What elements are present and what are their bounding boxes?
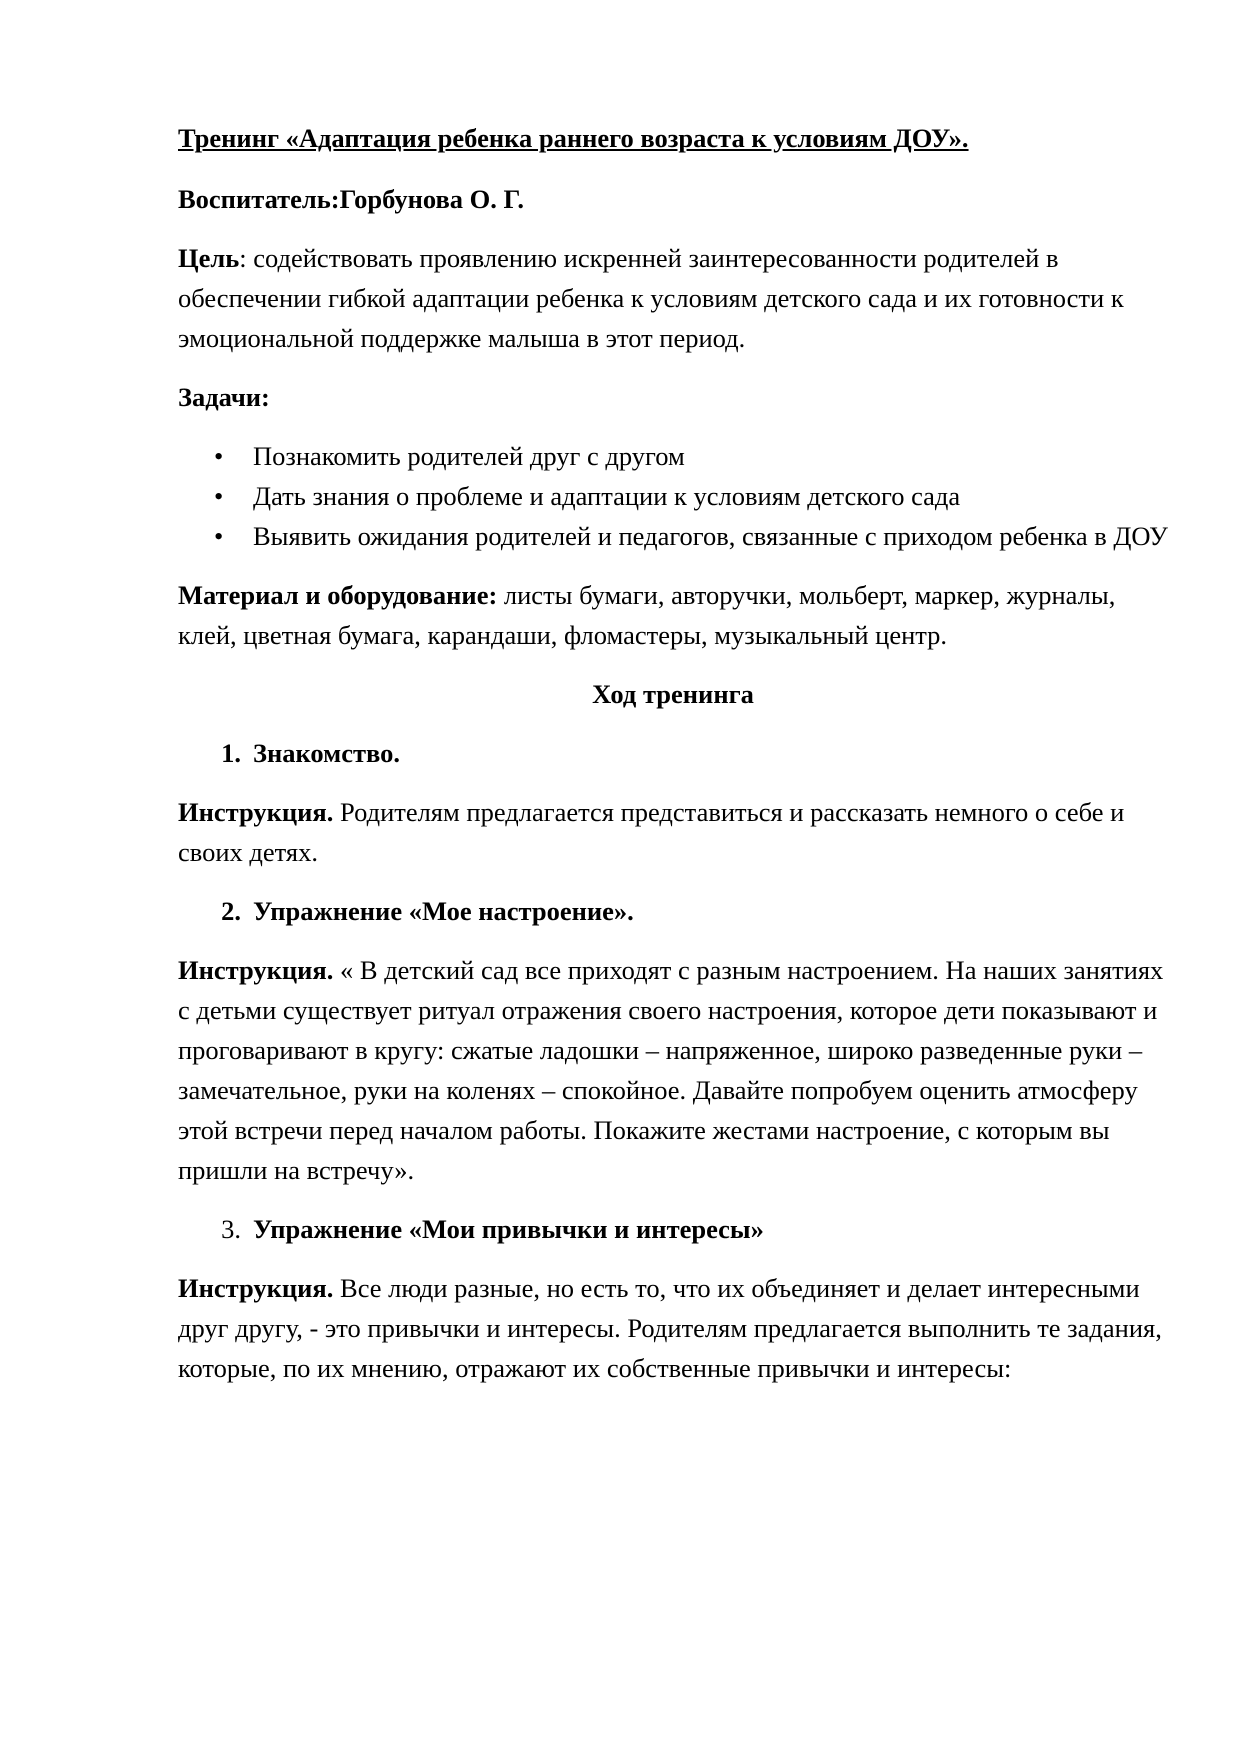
instruction-label: Инструкция. — [178, 797, 334, 827]
step-heading — [178, 1209, 1168, 1249]
bullet-icon: • — [214, 441, 224, 471]
goal-text: : содействовать проявлению искренней заинтересованности родителей в обеспечении гибкой адаптации ребенка к условиям детского сада и их готовности к эмоциональной поддержке малыша в этот период. — [178, 243, 1124, 353]
materials-paragraph — [178, 575, 1168, 655]
step-instruction — [178, 792, 1168, 872]
document-title: Тренинг «Адаптация ребенка раннего возраста к условиям ДОУ». — [178, 123, 969, 153]
course-heading: Ход тренинга — [592, 679, 754, 709]
document-body — [178, 118, 1168, 1407]
step-number: 3. — [221, 1214, 241, 1244]
step-title: Упражнение «Мое настроение». — [253, 896, 634, 926]
tasks-label: Задачи: — [178, 382, 270, 412]
goal-paragraph — [178, 238, 1168, 358]
instruction-text: Все люди разные, но есть то, что их объединяет и делает интересными друг другу, - это привычки и интересы. Родителям предлагается выполнить те задания, которые, по их мнению, отражают их собственные привычки и интересы: — [178, 1273, 1162, 1383]
task-item — [178, 436, 1168, 476]
step-title: Знакомство. — [253, 738, 401, 768]
task-item — [178, 516, 1168, 556]
step-instruction — [178, 950, 1168, 1190]
step-number: 2. — [221, 896, 241, 926]
task-text: Познакомить родителей друг с другом — [253, 441, 685, 471]
materials-text: листы бумаги, авторучки, мольберт, маркер, журналы, клей, цветная бумага, карандаши, фломастеры, музыкальный центр. — [178, 580, 1116, 650]
goal-label: Цель — [178, 243, 240, 273]
step-number: 1. — [221, 738, 241, 768]
step-heading — [178, 733, 1168, 773]
task-text: Выявить ожидания родителей и педагогов, связанные с приходом ребенка в ДОУ — [253, 521, 1168, 551]
instruction-text: « В детский сад все приходят с разным настроением. На наших занятиях с детьми существует ритуал отражения своего настроения, которое дети показывают и проговаривают в кругу: сжатые ладошки – напряженное, широко разведенные руки – замечательное, руки на коленях – спокойное. Давайте попробуем оценить атмосферу этой встречи перед началом работы. Покажите жестами настроение, с которым вы пришли на встречу». — [178, 955, 1164, 1185]
bullet-icon: • — [214, 481, 224, 511]
instruction-text: Родителям предлагается представиться и рассказать немного о себе и своих детях. — [178, 797, 1125, 867]
instruction-label: Инструкция. — [178, 1273, 334, 1303]
task-text: Дать знания о проблеме и адаптации к условиям детского сада — [253, 481, 961, 511]
materials-label: Материал и оборудование: — [178, 580, 498, 610]
tasks-list — [178, 436, 1168, 556]
step-instruction — [178, 1268, 1168, 1388]
task-item — [178, 476, 1168, 516]
instruction-label: Инструкция. — [178, 955, 334, 985]
step-heading — [178, 891, 1168, 931]
step-title: Упражнение «Мои привычки и интересы» — [253, 1214, 764, 1244]
bullet-icon: • — [214, 521, 224, 551]
educator-line: Воспитатель:Горбунова О. Г. — [178, 184, 525, 214]
